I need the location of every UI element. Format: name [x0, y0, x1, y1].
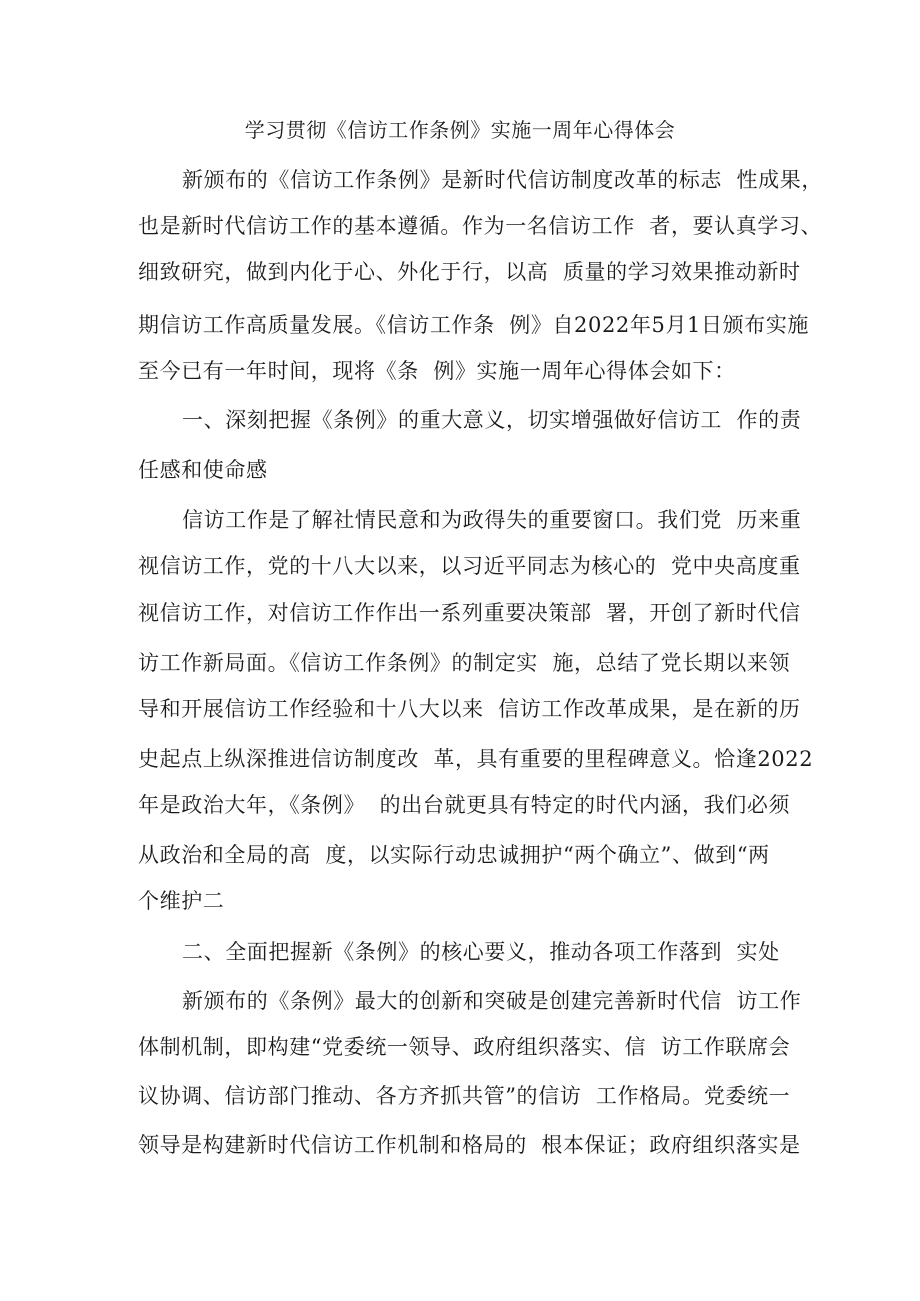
paragraph-line: 也是新时代信访工作的基本遵循。作为一名信访工作 者，要认真学习、	[138, 214, 823, 238]
paragraph-line: 新颁布的《信访工作条例》是新时代信访制度改革的标志 性成果，	[182, 168, 823, 192]
section-heading: 二、全面把握新《条例》的核心要义，推动各项工作落到 实处	[182, 940, 780, 964]
paragraph-line: 信访工作是了解社情民意和为政得失的重要窗口。我们党 历来重	[182, 508, 802, 532]
section-heading: 一、深刻把握《条例》的重大意义，切实增强做好信访工 作的责	[182, 408, 802, 432]
paragraph-line: 体制机制，即构建“党委统一领导、政府组织落实、信 访工作联席会	[138, 1035, 791, 1059]
paragraph-line: 议协调、信访部门推动、各方齐抓共管”的信访 工作格局。党委统一	[138, 1084, 791, 1108]
paragraph-line: 从政治和全局的高 度，以实际行动忠诚拥护“两个确立”、做到“两	[138, 843, 770, 867]
paragraph-line: 期信访工作高质量发展。《信访工作条 例》自2022年5月1日颁布实施	[138, 313, 810, 337]
section-heading: 任感和使命感	[138, 458, 268, 482]
document-title: 学习贯彻《信访工作条例》实施一周年心得体会	[244, 118, 676, 142]
paragraph-line: 至今已有一年时间，现将《条 例》实施一周年心得体会如下：	[138, 359, 736, 383]
paragraph-line: 年是政治大年，《条例》 的出台就更具有特定的时代内涵，我们必须	[138, 793, 791, 817]
paragraph-line: 导和开展信访工作经验和十八大以来 信访工作改革成果，是在新的历	[138, 697, 801, 721]
paragraph-line: 细致研究，做到内化于心、外化于行，以高 质量的学习效果推动新时	[138, 260, 801, 284]
paragraph-line: 个维护二	[138, 889, 225, 913]
paragraph-line: 视信访工作，对信访工作作出一系列重要决策部 署，开创了新时代信	[138, 601, 801, 625]
paragraph-line: 视信访工作，党的十八大以来，以习近平同志为核心的 党中央高度重	[138, 554, 801, 578]
paragraph-line: 新颁布的《条例》最大的创新和突破是创建完善新时代信 访工作	[182, 989, 802, 1013]
paragraph-line: 史起点上纵深推进信访制度改 革，具有重要的里程碑意义。恰逢2022	[138, 747, 814, 771]
paragraph-line: 领导是构建新时代信访工作机制和格局的 根本保证；政府组织落实是	[138, 1133, 801, 1157]
paragraph-line: 访工作新局面。《信访工作条例》的制定实 施，总结了党长期以来领	[138, 651, 791, 675]
